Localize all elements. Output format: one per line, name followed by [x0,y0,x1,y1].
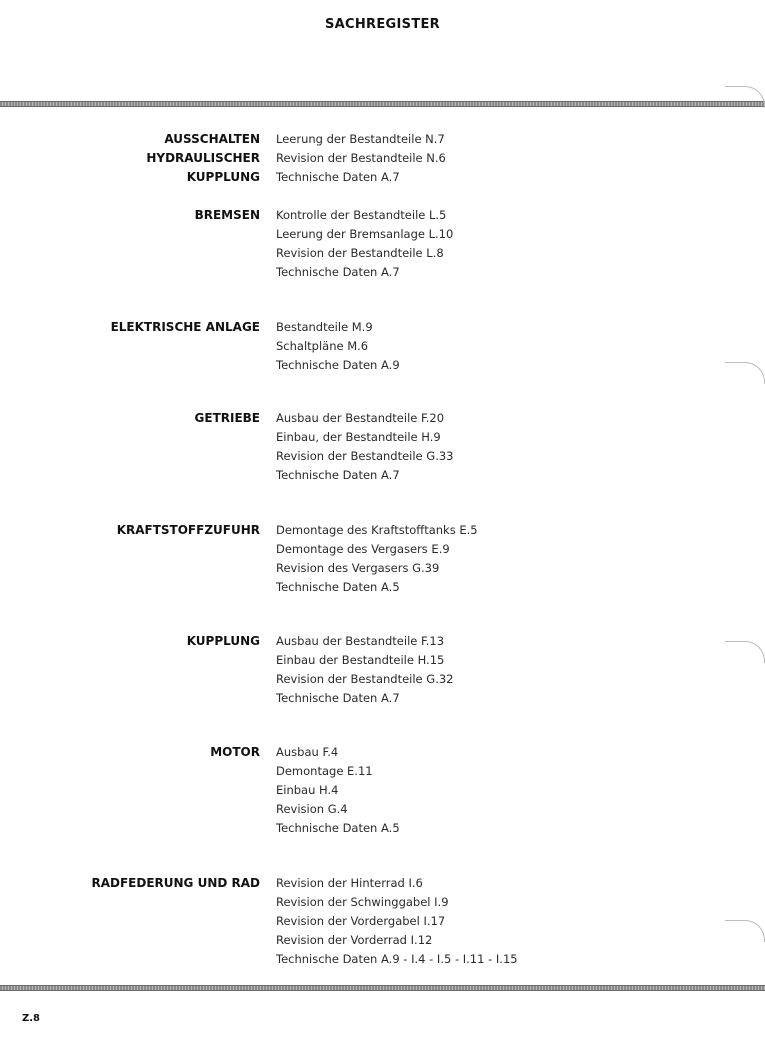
index-entry: Revision G.4 [276,802,348,816]
edge-mark [725,86,765,108]
index-entry: Revision der Hinterrad I.6 [276,876,423,890]
section-heading [111,318,260,337]
section-heading-line: HYDRAULISCHER [146,151,260,165]
section-heading [117,521,260,540]
section-heading-line: RADFEDERUNG UND RAD [91,876,260,890]
section-entries [276,318,400,375]
index-entry: Technische Daten A.9 - I.4 - I.5 - I.11 - I.15 [276,952,518,966]
index-entry: Revision der Bestandteile G.32 [276,672,454,686]
top-divider [0,101,765,107]
page-number: Z.8 [22,1013,41,1024]
index-entry: Demontage E.11 [276,764,373,778]
index-entry: Einbau der Bestandteile H.15 [276,653,445,667]
section-entries [276,743,400,838]
index-entry: Kontrolle der Bestandteile L.5 [276,208,447,222]
section-entries [276,206,453,282]
index-entry: Technische Daten A.7 [276,265,400,279]
section-heading [195,409,260,428]
index-entry: Einbau H.4 [276,783,339,797]
index-entry: Revision der Schwinggabel I.9 [276,895,449,909]
section-heading-line: GETRIEBE [194,411,260,425]
section-heading [187,632,260,651]
index-entry: Schaltpläne M.6 [276,339,369,353]
index-entry: Demontage des Kraftstofftanks E.5 [276,523,478,537]
section-heading-line: ELEKTRISCHE ANLAGE [110,320,260,334]
index-entry: Bestandteile M.9 [276,320,373,334]
index-entry: Technische Daten A.7 [276,468,400,482]
section-heading [146,130,260,187]
section-entries [276,521,478,597]
section-heading-line: KRAFTSTOFFZUFUHR [116,523,260,537]
section-heading-line: KUPPLUNG [186,170,260,184]
section-heading [210,743,260,762]
index-entry: Ausbau der Bestandteile F.13 [276,634,445,648]
section-entries [276,130,446,187]
index-entry: Technische Daten A.7 [276,170,400,184]
edge-mark [725,641,765,663]
section-heading [195,206,260,225]
index-entry: Revision der Vorderrad I.12 [276,933,433,947]
index-entry: Technische Daten A.5 [276,580,400,594]
index-entry: Einbau, der Bestandteile H.9 [276,430,441,444]
section-entries [276,874,518,969]
index-entry: Revision der Vordergabel I.17 [276,914,446,928]
index-entry: Revision der Bestandteile N.6 [276,151,446,165]
index-entry: Leerung der Bremsanlage L.10 [276,227,454,241]
page-title: SACHREGISTER [325,17,440,32]
section-heading-line: BREMSEN [194,208,260,222]
index-entry: Revision des Vergasers G.39 [276,561,440,575]
index-entry: Leerung der Bestandteile N.7 [276,132,445,146]
index-entry: Ausbau der Bestandteile F.20 [276,411,445,425]
index-entry: Ausbau F.4 [276,745,339,759]
index-entry: Revision der Bestandteile G.33 [276,449,454,463]
section-heading-line: MOTOR [210,745,260,759]
edge-mark [725,362,765,384]
section-heading-line: KUPPLUNG [186,634,260,648]
bottom-divider [0,985,765,991]
index-entry: Technische Daten A.9 [276,358,400,372]
index-entry: Revision der Bestandteile L.8 [276,246,444,260]
index-entry: Technische Daten A.7 [276,691,400,705]
section-heading [91,874,260,893]
section-entries [276,409,453,485]
section-entries [276,632,453,708]
index-entry: Technische Daten A.5 [276,821,400,835]
index-entry: Demontage des Vergasers E.9 [276,542,450,556]
edge-mark [725,920,765,942]
section-heading-line: AUSSCHALTEN [164,132,260,146]
